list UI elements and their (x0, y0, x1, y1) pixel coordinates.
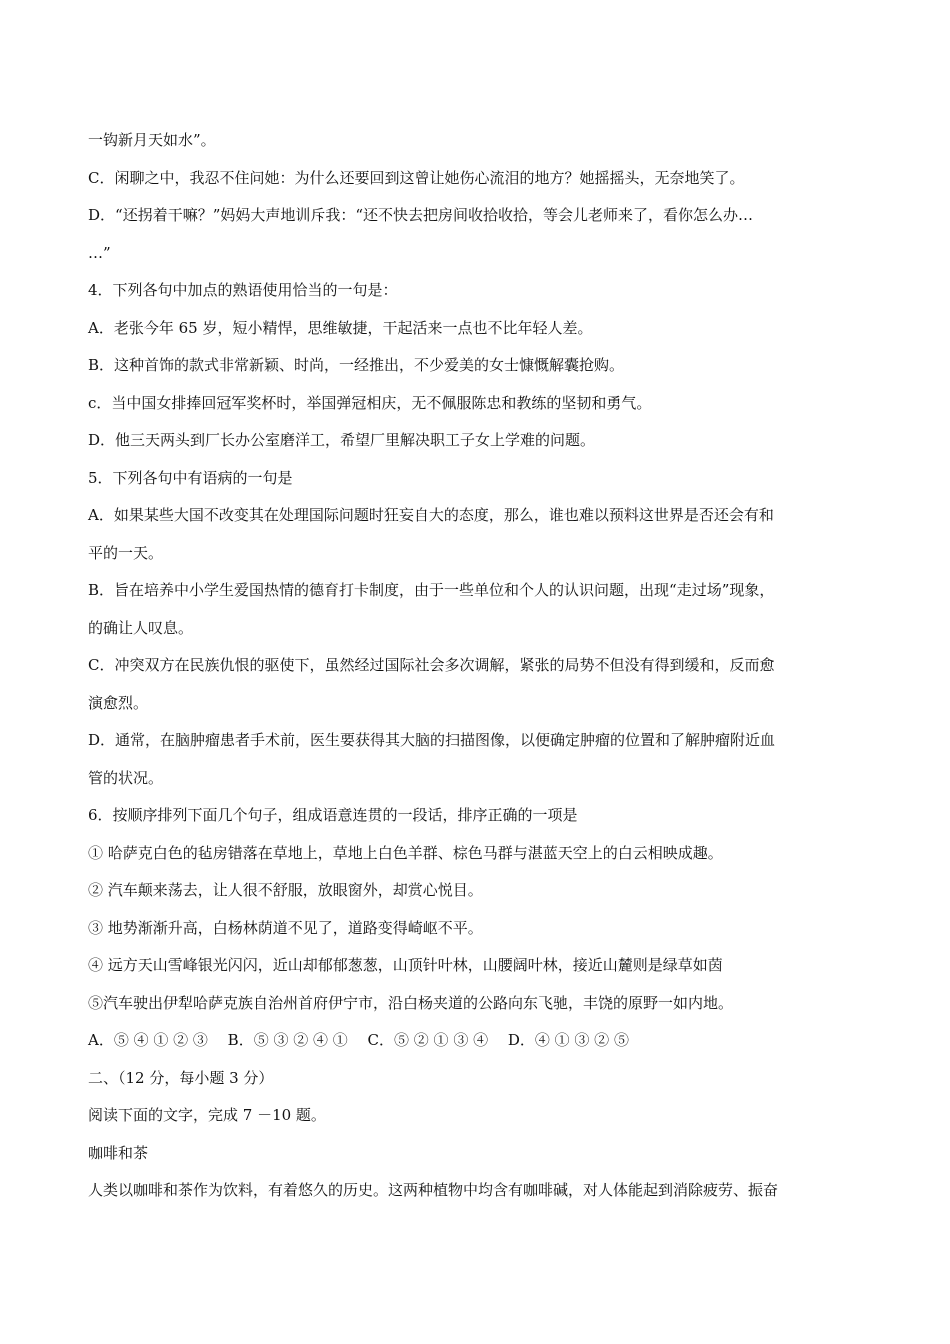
text-line: 管的状况。 (88, 768, 164, 787)
q6-options: A．⑤ ④ ① ② ③ B．⑤ ③ ② ④ ① C．⑤ ② ① ③ ④ D．④ ① ③ ② ⑤ (88, 1031, 629, 1049)
q5-option-b: B．旨在培养中小学生爱国热情的德育打卡制度，由于一些单位和个人的认识问题，出现“走过场”现象， (88, 581, 775, 599)
text-line: 的确让人叹息。 (88, 618, 194, 637)
text-line: 平的一天。 (88, 543, 164, 562)
sentence-4: ④ 远方天山雪峰银光闪闪，近山却郁郁葱葱，山顶针叶林，山腰阔叶林，接近山麓则是绿草如茵 (88, 956, 723, 974)
text-line: …” (88, 243, 111, 262)
q4-option-b: B．这种首饰的款式非常新颖、时尚，一经推出，不少爱美的女士慷慨解囊抢购。 (88, 356, 625, 374)
sentence-2: ② 汽车颠来荡去，让人很不舒服，放眼窗外，却赏心悦目。 (88, 881, 483, 899)
question-6-title: 6．按顺序排列下面几个句子，组成语意连贯的一段话，排序正确的一项是 (88, 806, 578, 824)
q5-option-d: D．通常，在脑肿瘤患者手术前，医生要获得其大脑的扫描图像，以便确定肿瘤的位置和了解肿瘤附近血 (88, 731, 776, 749)
text-line: 演愈烈。 (88, 693, 149, 712)
option-d-line: D．“还拐着干嘛？”妈妈大声地训斥我：“还不快去把房间收拾收拾，等会儿老师来了，看你怎么办… (88, 206, 754, 224)
section-2-heading: 二、（12 分，每小题 3 分） (88, 1068, 274, 1087)
passage-title: 咖啡和茶 (88, 1143, 149, 1162)
q4-option-c: c．当中国女排捧回冠军奖杯时，举国弹冠相庆，无不佩服陈忠和教练的坚韧和勇气。 (88, 393, 652, 412)
q4-option-a: A．老张今年 65 岁，短小精悍，思维敏捷，干起活来一点也不比年轻人差。 (88, 318, 593, 337)
text-line: 一钩新月天如水”。 (88, 131, 216, 149)
q5-option-a: A．如果某些大国不改变其在处理国际问题时狂妄自大的态度，那么，谁也难以预料这世界是否还会有和 (88, 506, 774, 524)
document-body (88, 122, 868, 1210)
q5-option-c: C．冲突双方在民族仇恨的驱使下，虽然经过国际社会多次调解，紧张的局势不但没有得到缓和，反而愈 (88, 656, 775, 674)
sentence-5: ⑤汽车驶出伊犁哈萨克族自治州首府伊宁市，沿白杨夹道的公路向东飞驰，丰饶的原野一如内地。 (88, 993, 734, 1012)
question-4-title: 4．下列各句中加点的熟语使用恰当的一句是： (88, 281, 398, 299)
sentence-3: ③ 地势渐渐升高，白杨林荫道不见了，道路变得崎岖不平。 (88, 918, 483, 937)
sentence-1: ① 哈萨克白色的毡房错落在草地上，草地上白色羊群、棕色马群与湛蓝天空上的白云相映成趣。 (88, 843, 723, 862)
passage-text: 人类以咖啡和茶作为饮料，有着悠久的历史。这两种植物中均含有咖啡碱，对人体能起到消除疲劳、振奋 (88, 1181, 779, 1199)
question-5-title: 5．下列各句中有语病的一句是 (88, 468, 293, 487)
reading-instruction: 阅读下面的文字，完成 7 －10 题。 (88, 1106, 326, 1124)
q4-option-d: D．他三天两头到厂长办公室磨洋工，希望厂里解决职工子女上学难的问题。 (88, 431, 596, 449)
option-c-line: C．闲聊之中，我忍不住问她：为什么还要回到这曾让她伤心流泪的地方？她摇摇头，无奈地笑了。 (88, 168, 745, 187)
